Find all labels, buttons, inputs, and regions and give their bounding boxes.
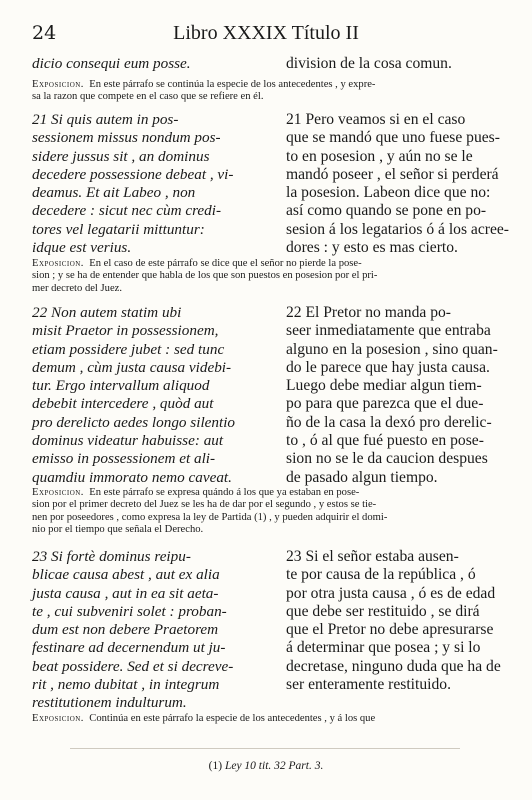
spanish-line: que se mandó que uno fuese pues-	[286, 129, 500, 147]
expo-line: nio por el tiempo que señala el Derecho.	[32, 524, 204, 536]
spanish-line: decretase, ninguno duda que ha de	[286, 657, 501, 675]
expo-line: sion por el primer decreto del Juez se les ha de dar por el segundo , y estos se tie-	[32, 499, 377, 511]
spanish-carry-line: division de la cosa comun.	[286, 55, 452, 72]
exposicion-4	[32, 713, 512, 725]
footnote-mark: (1)	[208, 760, 223, 772]
spanish-line: 23 Si el señor estaba ausen-	[286, 548, 459, 565]
spanish-line: seer inmediatamente que entraba	[286, 322, 491, 340]
latin-column	[32, 548, 254, 713]
page-number: 24	[32, 22, 57, 44]
latin-line: quamdiu immorato nemo caveat.	[32, 468, 232, 486]
latin-line: 21 Si quis autem in pos-	[32, 111, 179, 128]
exposicion-label: Exposicion.	[32, 79, 84, 90]
latin-line: demum , cùm justa causa videbi-	[32, 358, 232, 376]
latin-line: etiam possidere jubet : sed tunc	[32, 340, 225, 358]
latin-line: decedere possessione debeat , vi-	[32, 165, 234, 183]
expo-line: nen por poseedores , como expresa la ley de Partida (1) , y pueden adquirir el domi-	[32, 511, 388, 523]
spanish-line: mandó poseer , el señor si perderá	[286, 165, 499, 183]
latin-line: beat possidere. Sed et si decreve-	[32, 657, 234, 675]
expo-line: En el caso de este párrafo se dice que el señor no pierde la pose-	[89, 258, 362, 269]
latin-line: sessionem missus nondum pos-	[32, 129, 221, 147]
exposicion-label: Exposicion.	[32, 258, 84, 269]
spanish-line: sion no se le da caucion despues	[286, 450, 488, 468]
spanish-line: ño de la casa la dexó pro derelic-	[286, 413, 492, 431]
spanish-line: po para que parezca que el due-	[286, 395, 484, 413]
exposicion-1	[32, 79, 512, 104]
paragraph-22	[32, 304, 508, 487]
latin-line: sidere jussus sit , an dominus	[32, 147, 210, 165]
latin-line: blicae causa abest , aut ex alia	[32, 566, 220, 584]
spanish-line: to en posesion , y aún no se le	[286, 147, 473, 165]
latin-line: debebit intercedere , quòd aut	[32, 395, 214, 413]
expo-line: Continúa en este párrafo la especie de los antecedentes , y á los que	[89, 713, 376, 724]
footnote	[0, 760, 532, 772]
spanish-line: alguno en la posesion , sino quan-	[286, 340, 498, 358]
footnote-reference: Ley 10 tit. 32 Part. 3.	[224, 760, 324, 772]
latin-line: dum est non debere Praetorem	[32, 621, 219, 639]
paragraph-21	[32, 111, 508, 257]
latin-line: decedere : sicut nec cùm credi-	[32, 202, 222, 220]
spanish-line: que el Pretor no debe apresurarse	[286, 621, 494, 639]
latin-line: justa causa , aut in ea sit aeta-	[32, 584, 219, 602]
latin-line: 22 Non autem statim ubi	[32, 304, 182, 321]
spanish-line: á determinar que posea ; y si lo	[286, 639, 481, 657]
spanish-line: así como quando se pone en po-	[286, 202, 487, 220]
spanish-line: ser enteramente restituido.	[286, 676, 451, 694]
latin-carry-line: dicio consequi eum posse.	[32, 55, 191, 72]
latin-line: te , cui subveniri solet : proban-	[32, 602, 227, 620]
spanish-line: la posesion. Labeon dice que no:	[286, 184, 491, 202]
latin-line: tores vel legatarii mittuntur:	[32, 220, 205, 238]
expo-line: En este párrafo se continúa la especie de los antecedentes , y expre-	[89, 79, 376, 90]
expo-line: mer decreto del Juez.	[32, 282, 123, 294]
spanish-line: te por causa de la república , ó	[286, 566, 476, 584]
spanish-line: Luego debe mediar algun tiem-	[286, 377, 482, 395]
latin-line: tur. Ergo intervallum aliquod	[32, 377, 210, 395]
latin-line: deamus. Et ait Labeo , non	[32, 184, 196, 202]
latin-line: restitutionem indulturum.	[32, 694, 187, 712]
spanish-line: de pasado algun tiempo.	[286, 468, 438, 486]
latin-column	[32, 111, 254, 257]
running-title: Libro XXXIX Título II	[173, 22, 359, 44]
latin-line: idque est verius.	[32, 239, 132, 257]
page-header	[32, 22, 500, 48]
expo-line: sa la razon que compete en el caso que se refiere en él.	[32, 91, 264, 103]
spanish-line: 22 El Pretor no manda po-	[286, 304, 451, 321]
expo-line: En este párrafo se expresa quándo á los que ya estaban en pose-	[89, 487, 360, 498]
spanish-column	[286, 304, 508, 487]
exposicion-label: Exposicion.	[32, 713, 84, 724]
exposicion-label: Exposicion.	[32, 487, 84, 498]
paragraph-23	[32, 548, 508, 713]
latin-line: dominus videatur habuisse: aut	[32, 432, 224, 450]
expo-line: sion ; y se ha de entender que habla de los que son puestos en posesion por el pri-	[32, 270, 378, 282]
latin-line: emisso in possessionem et ali-	[32, 450, 216, 468]
footnote-rule	[70, 748, 460, 749]
latin-line: festinare ad decernendum ut ju-	[32, 639, 226, 657]
latin-line: pro derelicto aedes longo silentio	[32, 413, 236, 431]
carry-over-row	[32, 55, 508, 73]
spanish-line: sesion á los legatarios ó á los acree-	[286, 220, 509, 238]
exposicion-2	[32, 258, 512, 295]
spanish-line: to , ó al que fué puesto en pose-	[286, 432, 484, 450]
latin-column	[32, 304, 254, 487]
exposicion-3	[32, 487, 512, 537]
spanish-line: do le parece que hay justa causa.	[286, 358, 490, 376]
spanish-line: por otra justa causa , ó es de edad	[286, 584, 496, 602]
spanish-line: 21 Pero veamos si en el caso	[286, 111, 466, 128]
latin-line: rit , nemo dubitat , in integrum	[32, 676, 220, 694]
latin-line: misit Praetor in possessionem,	[32, 322, 219, 340]
latin-line: 23 Si fortè dominus reipu-	[32, 548, 191, 565]
spanish-line: dores : y esto es mas cierto.	[286, 239, 458, 257]
spanish-column	[286, 111, 508, 257]
spanish-line: que debe ser restituido , se dirá	[286, 602, 480, 620]
spanish-column	[286, 548, 508, 713]
